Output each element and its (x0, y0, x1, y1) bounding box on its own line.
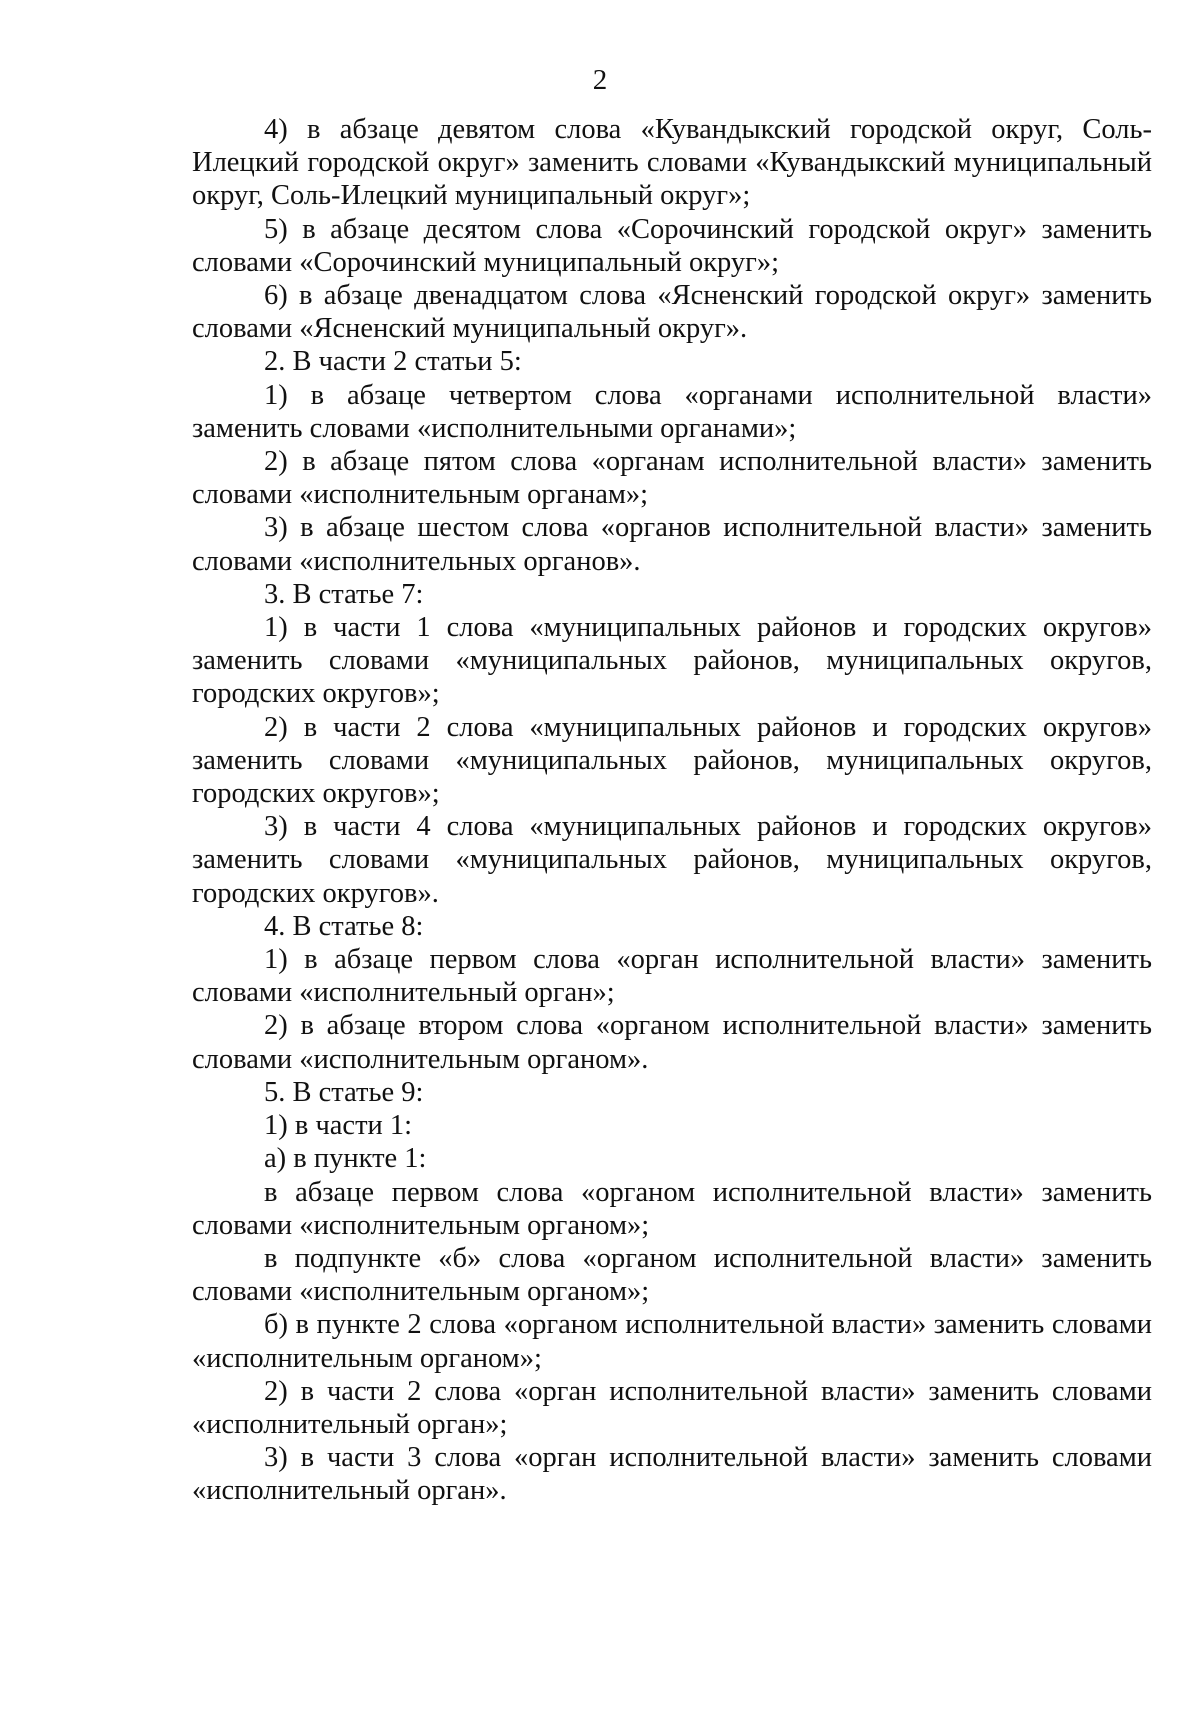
article-9-item-2: 2) в части 2 слова «орган исполнительной власти» заменить словами «исполнительный орган»; (192, 1375, 1152, 1440)
article-9-subitem-a: а) в пункте 1: (264, 1143, 427, 1175)
paragraph-6-twelfth-abzac: 6) в абзаце двенадцатом слова «Ясненский городской округ» заменить словами «Ясненский муниципальный округ». (192, 280, 1152, 345)
article-5-item-1: 1) в абзаце четвертом слова «органами исполнительной власти» заменить словами «исполнительными органами»; (192, 379, 1152, 444)
paragraph-4-ninth-abzac: 4) в абзаце девятом слова «Кувандыкский городской округ, Соль-Илецкий городской округ» заменить словами «Кувандыкский муниципальный округ, Соль-Илецкий муниципальный округ»; (192, 114, 1152, 212)
article-9-subitem-a-subpoint-b: в подпункте «б» слова «органом исполнительной власти» заменить словами «исполнительным органом»; (192, 1242, 1152, 1308)
article-7-item-1: 1) в части 1 слова «муниципальных районов и городских округов» заменить словами «муниципальных районов, муниципальных округов, городских округов»; (192, 612, 1152, 710)
article-7-item-2: 2) в части 2 слова «муниципальных районов и городских округов» заменить словами «муниципальных районов, муниципальных округов, городских округов»; (192, 711, 1152, 810)
section-heading-5-article-9: 5. В статье 9: (264, 1076, 424, 1108)
section-heading-4-article-8: 4. В статье 8: (264, 910, 424, 942)
article-7-item-3: 3) в части 4 слова «муниципальных районов и городских округов» заменить словами «муниципальных районов, муниципальных округов, городских округов». (192, 811, 1152, 909)
section-heading-3-article-7: 3. В статье 7: (264, 578, 424, 610)
article-5-item-2: 2) в абзаце пятом слова «органам исполнительной власти» заменить словами «исполнительным органам»; (192, 446, 1152, 511)
section-heading-2-article-5: 2. В части 2 статьи 5: (264, 346, 522, 378)
article-9-subitem-b: б) в пункте 2 слова «органом исполнительной власти» заменить словами «исполнительным органом»; (192, 1309, 1152, 1374)
document-body (192, 113, 1152, 1508)
article-9-item-1: 1) в части 1: (264, 1110, 413, 1142)
article-9-subitem-a-first-abzac: в абзаце первом слова «органом исполнительной власти» заменить словами «исполнительным органом»; (192, 1176, 1152, 1241)
article-8-item-2: 2) в абзаце втором слова «органом исполнительной власти» заменить словами «исполнительным органом». (192, 1010, 1152, 1075)
article-9-item-3: 3) в части 3 слова «орган исполнительной власти» заменить словами «исполнительный орган». (192, 1442, 1152, 1507)
paragraph-5-tenth-abzac: 5) в абзаце десятом слова «Сорочинский городской округ» заменить словами «Сорочинский муниципальный округ»; (192, 213, 1152, 278)
page-number: 2 (592, 64, 608, 96)
article-8-item-1: 1) в абзаце первом слова «орган исполнительной власти» заменить словами «исполнительный орган»; (192, 944, 1152, 1009)
article-5-item-3: 3) в абзаце шестом слова «органов исполнительной власти» заменить словами «исполнительных органов». (192, 512, 1152, 577)
